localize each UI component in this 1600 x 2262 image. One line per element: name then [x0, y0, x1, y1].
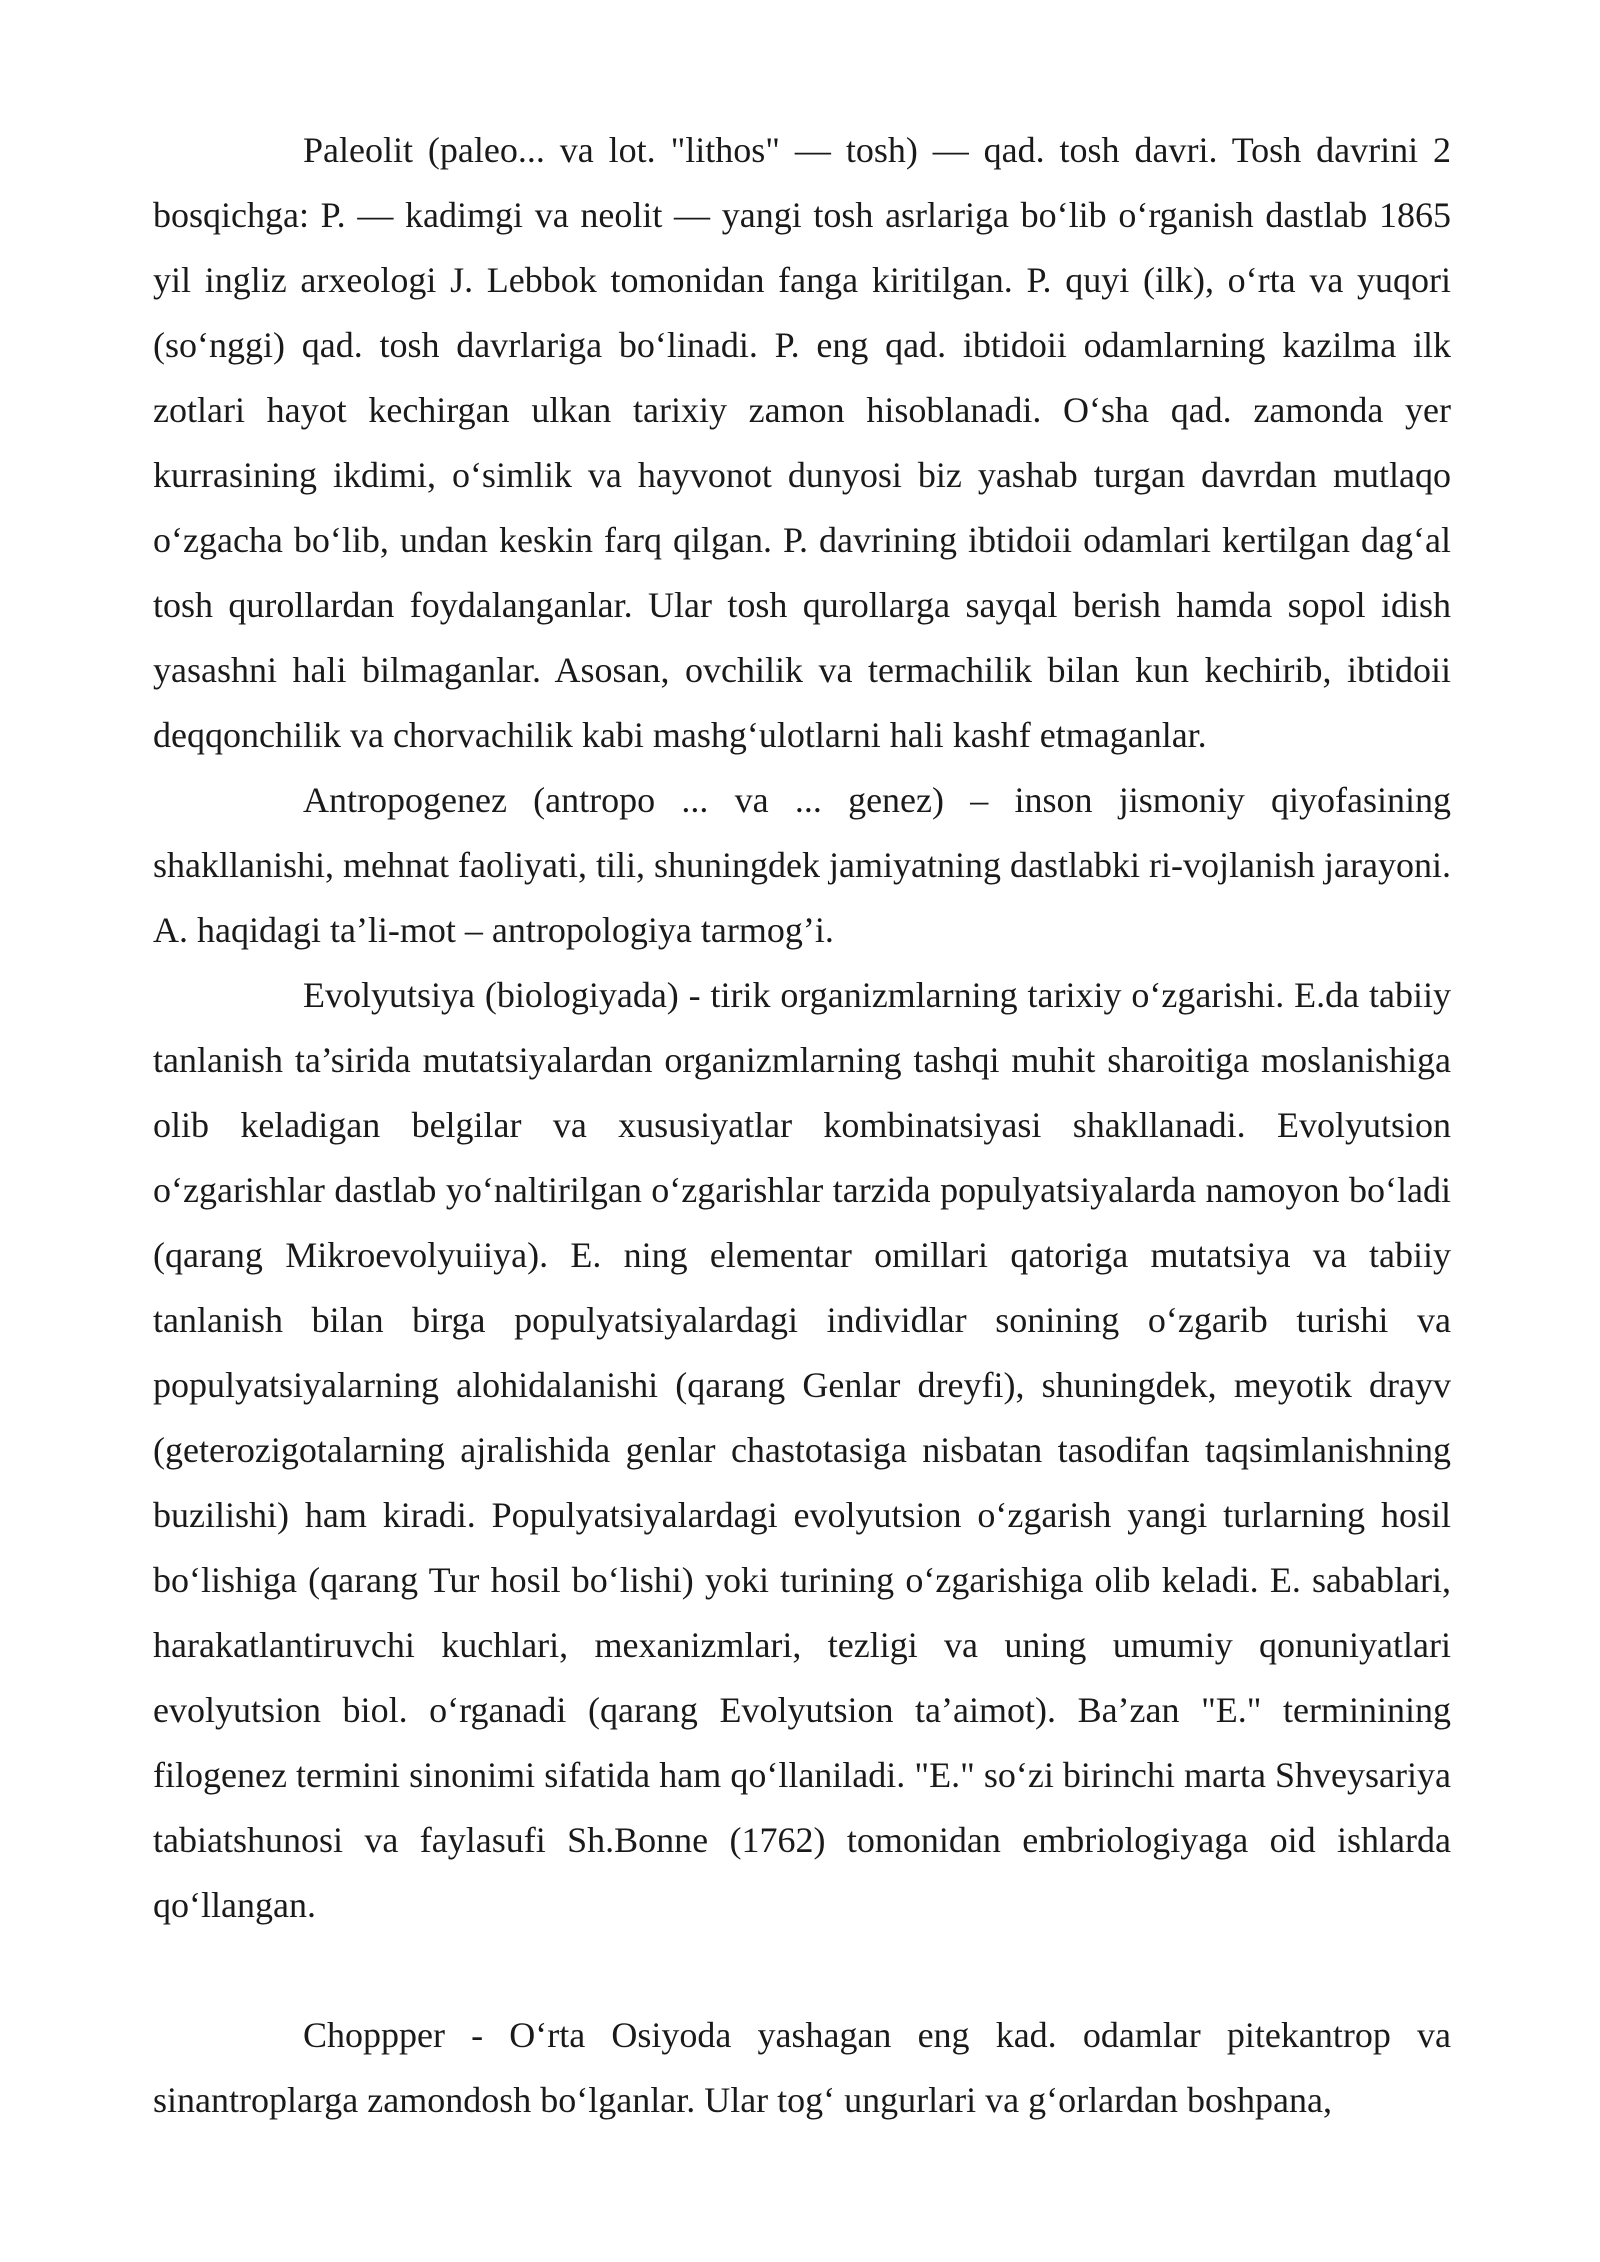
paragraph-spacer: [153, 1938, 1451, 2003]
paragraph-paleolit: Paleolit (paleo... va lot. "lithos" — tosh) — qad. tosh davri. Tosh davrini 2 bosqichga: P. — kadimgi va neolit — yangi tosh asrlariga bo‘lib o‘rganish dastlab 1865 yil ingliz arxeologi J. Lebbok tomonidan fanga kiritilgan. P. quyi (ilk), o‘rta va yuqori (so‘nggi) qad. tosh davrlariga bo‘linadi. P. eng qad. ibtidoii odamlarning kazilma ilk zotlari hayot kechirgan ulkan tarixiy zamon hisoblanadi. O‘sha qad. zamonda yer kurrasining ikdimi, o‘simlik va hayvonot dunyosi biz yashab turgan davrdan mutlaqo o‘zgacha bo‘lib, undan keskin farq qilgan. P. davrining ibtidoii odamlari kertilgan dag‘al tosh qurollardan foydalanganlar. Ular tosh qurollarga sayqal berish hamda sopol idish yasashni hali bilmaganlar. Asosan, ovchilik va termachilik bilan kun kechirib, ibtidoii deqqonchilik va chorvachilik kabi mashg‘ulotlarni hali kashf etmaganlar.: [153, 130, 1451, 755]
document-page: [153, 118, 1451, 2133]
paragraph-chopper: Choppper - O‘rta Osiyoda yashagan eng kad. odamlar pitekantrop va sinantroplarga zamondosh bo‘lganlar. Ular tog‘ ungurlari va g‘orlardan boshpana,: [153, 2015, 1451, 2120]
paragraph-antropogenez: Antropogenez (antropo ... va ... genez) – inson jismoniy qiyofasining shakllanishi, mehnat faoliyati, tili, shuningdek jamiyatning dastlabki ri-vojlanish jarayoni. A. haqidagi ta’li-mot – antropologiya tarmog’i.: [153, 780, 1451, 950]
paragraph-evolyutsiya: Evolyutsiya (biologiyada) - tirik organizmlarning tarixiy o‘zgarishi. E.da tabiiy tanlanish ta’sirida mutatsiyalardan organizmlarning tashqi muhit sharoitiga moslanishiga olib keladigan belgilar va xususiyatlar kombinatsiyasi shakllanadi. Evolyutsion o‘zgarishlar dastlab yo‘naltirilgan o‘zgarishlar tarzida populyatsiyalarda namoyon bo‘ladi (qarang Mikroevolyuiiya). E. ning elementar omillari qatoriga mutatsiya va tabiiy tanlanish bilan birga populyatsiyalardagi individlar sonining o‘zgarib turishi va populyatsiyalarning alohidalanishi (qarang Genlar dreyfi), shuningdek, meyotik drayv (geterozigotalarning ajralishida genlar chastotasiga nisbatan tasodifan taqsimlanishning buzilishi) ham kiradi. Populyatsiyalardagi evolyutsion o‘zgarish yangi turlarning hosil bo‘lishiga (qarang Tur hosil bo‘lishi) yoki turining o‘zgarishiga olib keladi. E. sabablari, harakatlantiruvchi kuchlari, mexanizmlari, tezligi va uning umumiy qonuniyatlari evolyutsion biol. o‘rganadi (qarang Evolyutsion ta’aimot). Ba’zan "E." terminining filogenez termini sinonimi sifatida ham qo‘llaniladi. "E." so‘zi birinchi marta Shveysariya tabiatshunosi va faylasufi Sh.Bonne (1762) tomonidan embriologiyaga oid ishlarda qo‘llangan.: [153, 975, 1451, 1925]
